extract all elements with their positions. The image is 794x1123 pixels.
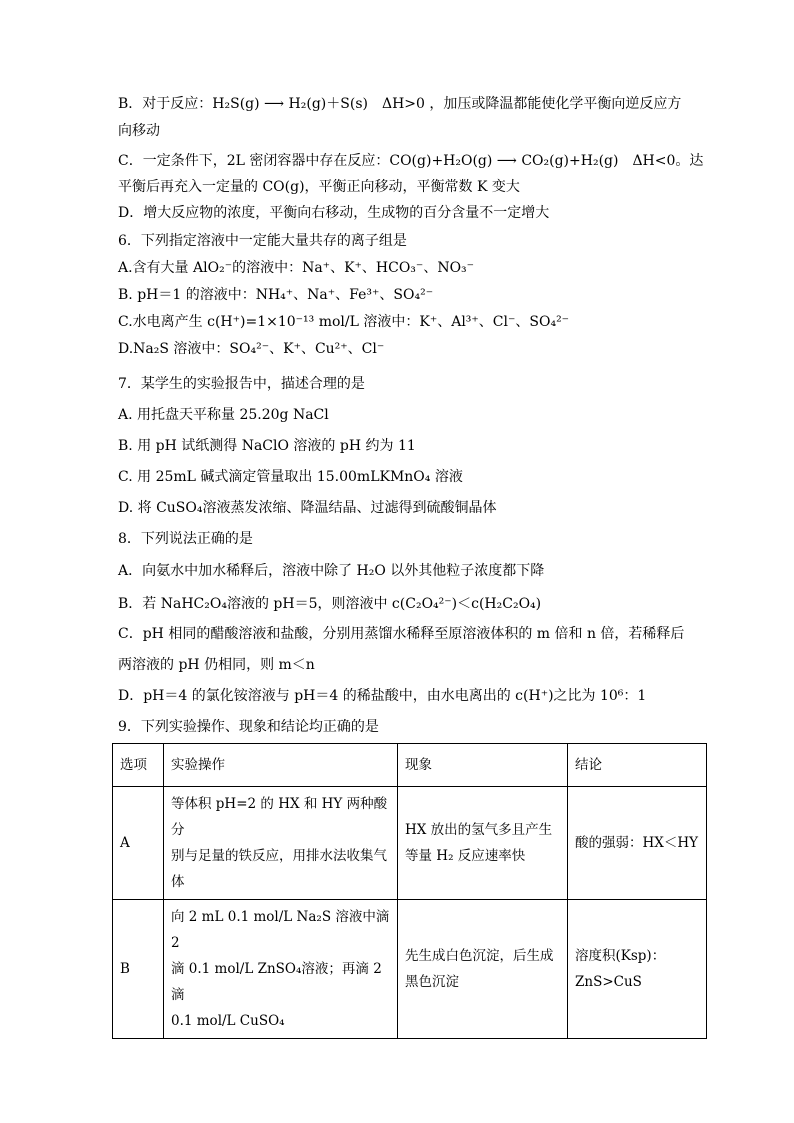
q8-option-d: D．pH＝4 的氯化铵溶液与 pH＝4 的稀盐酸中，由水电离出的 c(H⁺)之比为 10⁶：1 xyxy=(118,688,647,704)
row-a-operation-line: 别与足量的铁反应，用排水法收集气 xyxy=(171,848,387,864)
q5-option-d: D．增大反应物的浓度，平衡向右移动，生成物的百分含量不一定增大 xyxy=(118,205,550,221)
q8-option-c-line1: C．pH 相同的醋酸溶液和盐酸，分别用蒸馏水稀释至原溶液体积的 m 倍和 n 倍，若稀释后 xyxy=(118,626,685,642)
row-a-phenomenon xyxy=(398,787,568,900)
row-a-phenomenon-line: 等量 H₂ 反应速率快 xyxy=(405,848,526,864)
q7-stem: 7．某学生的实验报告中，描述合理的是 xyxy=(118,376,365,392)
q8-option-c-line2: 两溶液的 pH 仍相同，则 m＜n xyxy=(118,657,315,673)
row-b-operation xyxy=(164,900,398,1039)
row-a-option: A xyxy=(113,787,164,900)
row-b-phenomenon-line: 黑色沉淀 xyxy=(405,974,459,990)
table-header-row xyxy=(113,744,707,787)
row-b-operation-line: 滴 0.1 mol/L ZnSO₄溶液；再滴 2 滴 xyxy=(171,961,382,1003)
row-b-operation-line: 0.1 mol/L CuSO₄ xyxy=(171,1013,285,1029)
row-a-phenomenon-line: HX 放出的氢气多且产生 xyxy=(405,822,553,838)
header-conclusion: 结论 xyxy=(568,744,707,787)
row-a-operation xyxy=(164,787,398,900)
q5-option-c-line2: 平衡后再充入一定量的 CO(g)，平衡正向移动，平衡常数 K 变大 xyxy=(118,179,520,195)
row-b-conclusion-line: ZnS>CuS xyxy=(575,974,642,990)
q8-stem: 8．下列说法正确的是 xyxy=(118,531,253,547)
header-operation: 实验操作 xyxy=(164,744,398,787)
q6-option-b: B. pH＝1 的溶液中：NH₄⁺、Na⁺、Fe³⁺、SO₄²⁻ xyxy=(118,287,434,303)
row-b-phenomenon xyxy=(398,900,568,1039)
q6-option-d: D.Na₂S 溶液中：SO₄²⁻、K⁺、Cu²⁺、Cl⁻ xyxy=(118,341,385,357)
q7-option-a: A. 用托盘天平称量 25.20g NaCl xyxy=(118,407,329,423)
header-phenomenon: 现象 xyxy=(398,744,568,787)
q9-stem: 9．下列实验操作、现象和结论均正确的是 xyxy=(118,719,379,735)
table-row xyxy=(113,900,707,1039)
header-option: 选项 xyxy=(113,744,164,787)
row-a-conclusion xyxy=(568,787,707,900)
q6-option-a: A.含有大量 AlO₂⁻的溶液中：Na⁺、K⁺、HCO₃⁻、NO₃⁻ xyxy=(118,260,475,276)
q6-option-c: C.水电离产生 c(H⁺)=1×10⁻¹³ mol/L 溶液中：K⁺、Al³⁺、Cl⁻、SO₄²⁻ xyxy=(118,314,570,330)
row-b-phenomenon-line: 先生成白色沉淀，后生成 xyxy=(405,948,554,964)
q7-option-c: C. 用 25mL 碱式滴定管量取出 15.00mLKMnO₄ 溶液 xyxy=(118,469,463,485)
q5-option-b-line1: B．对于反应：H₂S(g) ⟶ H₂(g)＋S(s) ΔH>0 ，加压或降温都能使化学平衡向逆反应方 xyxy=(118,96,682,112)
row-b-conclusion xyxy=(568,900,707,1039)
experiment-table xyxy=(112,743,707,1039)
q7-option-d: D. 将 CuSO₄溶液蒸发浓缩、降温结晶、过滤得到硫酸铜晶体 xyxy=(118,500,497,516)
q5-option-b-line2: 向移动 xyxy=(118,123,160,139)
table-row xyxy=(113,787,707,900)
row-a-operation-line: 等体积 pH=2 的 HX 和 HY 两种酸分 xyxy=(171,796,388,838)
q8-option-a: A．向氨水中加水稀释后，溶液中除了 H₂O 以外其他粒子浓度都下降 xyxy=(118,563,545,579)
q7-option-b: B. 用 pH 试纸测得 NaClO 溶液的 pH 约为 11 xyxy=(118,438,416,454)
row-b-conclusion-line: 溶度积(Ksp)： xyxy=(575,948,666,964)
q6-stem: 6．下列指定溶液中一定能大量共存的离子组是 xyxy=(118,233,407,249)
row-b-operation-line: 向 2 mL 0.1 mol/L Na₂S 溶液中滴 2 xyxy=(171,909,390,951)
q8-option-b: B．若 NaHC₂O₄溶液的 pH＝5，则溶液中 c(C₂O₄²⁻)＜c(H₂C₂O₄) xyxy=(118,596,542,612)
row-a-operation-line: 体 xyxy=(171,874,185,890)
q5-option-c-line1: C．一定条件下，2L 密闭容器中存在反应：CO(g)+H₂O(g) ⟶ CO₂(g)+H₂(g) ΔH<0。达 xyxy=(118,153,704,169)
row-a-conclusion-line: 酸的强弱：HX＜HY xyxy=(575,835,699,851)
row-b-option: B xyxy=(113,900,164,1039)
